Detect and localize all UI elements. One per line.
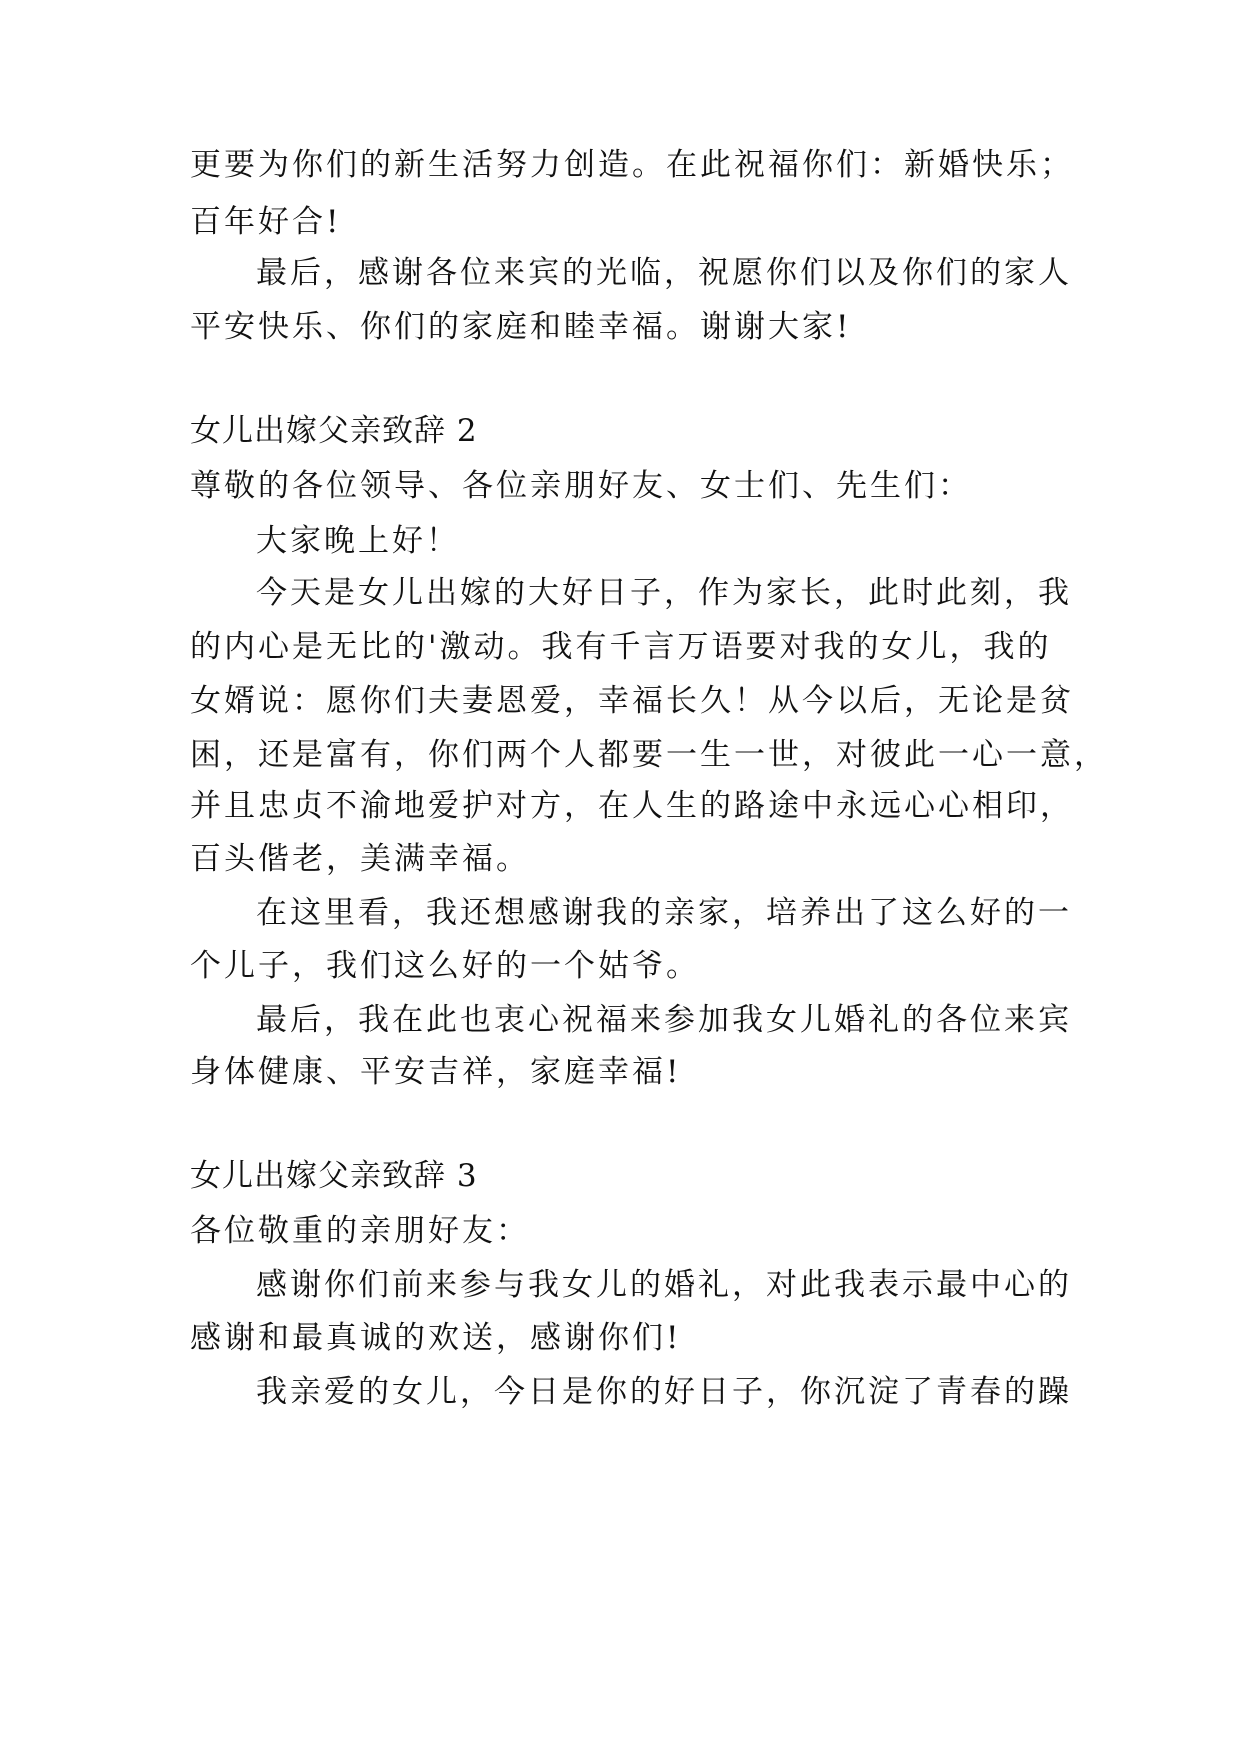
paragraph-line: 今天是女儿出嫁的大好日子，作为家长，此时此刻，我 xyxy=(256,575,1072,611)
paragraph-line: 感谢你们前来参与我女儿的婚礼，对此我表示最中心的 xyxy=(256,1267,1072,1303)
paragraph-line: 百年好合! xyxy=(190,204,342,240)
paragraph-line: 尊敬的各位领导、各位亲朋好友、女士们、先生们： xyxy=(190,468,972,504)
paragraph-line: 更要为你们的新生活努力创造。在此祝福你们：新婚快乐； xyxy=(190,147,1074,183)
section-title: 女儿出嫁父亲致辞 3 xyxy=(190,1158,478,1194)
paragraph-line: 我亲爱的女儿，今日是你的好日子，你沉淀了青春的躁 xyxy=(256,1374,1072,1410)
paragraph-line: 各位敬重的亲朋好友： xyxy=(190,1213,530,1249)
section-title: 女儿出嫁父亲致辞 2 xyxy=(190,413,478,449)
paragraph-line: 困，还是富有，你们两个人都要一生一世，对彼此一心一意， xyxy=(190,737,1108,773)
paragraph-line: 平安快乐、你们的家庭和睦幸福。谢谢大家! xyxy=(190,309,852,345)
paragraph-line: 个儿子，我们这么好的一个姑爷。 xyxy=(190,948,700,984)
paragraph-line: 最后，感谢各位来宾的光临，祝愿你们以及你们的家人 xyxy=(256,255,1072,291)
paragraph-line: 身体健康、平安吉祥，家庭幸福! xyxy=(190,1054,682,1090)
paragraph-line: 女婿说：愿你们夫妻恩爱，幸福长久！从今以后，无论是贫 xyxy=(190,683,1074,719)
paragraph-line: 感谢和最真诚的欢送，感谢你们! xyxy=(190,1320,682,1356)
paragraph-line: 的内心是无比的'激动。我有千言万语要对我的女儿，我的 xyxy=(190,629,1052,665)
paragraph-line: 在这里看，我还想感谢我的亲家，培养出了这么好的一 xyxy=(256,895,1072,931)
paragraph-line: 百头偕老，美满幸福。 xyxy=(190,841,530,877)
paragraph-line: 并且忠贞不渝地爱护对方，在人生的路途中永远心心相印， xyxy=(190,788,1074,824)
paragraph-line: 大家晚上好！ xyxy=(256,523,460,559)
paragraph-line: 最后，我在此也衷心祝福来参加我女儿婚礼的各位来宾 xyxy=(256,1002,1072,1038)
